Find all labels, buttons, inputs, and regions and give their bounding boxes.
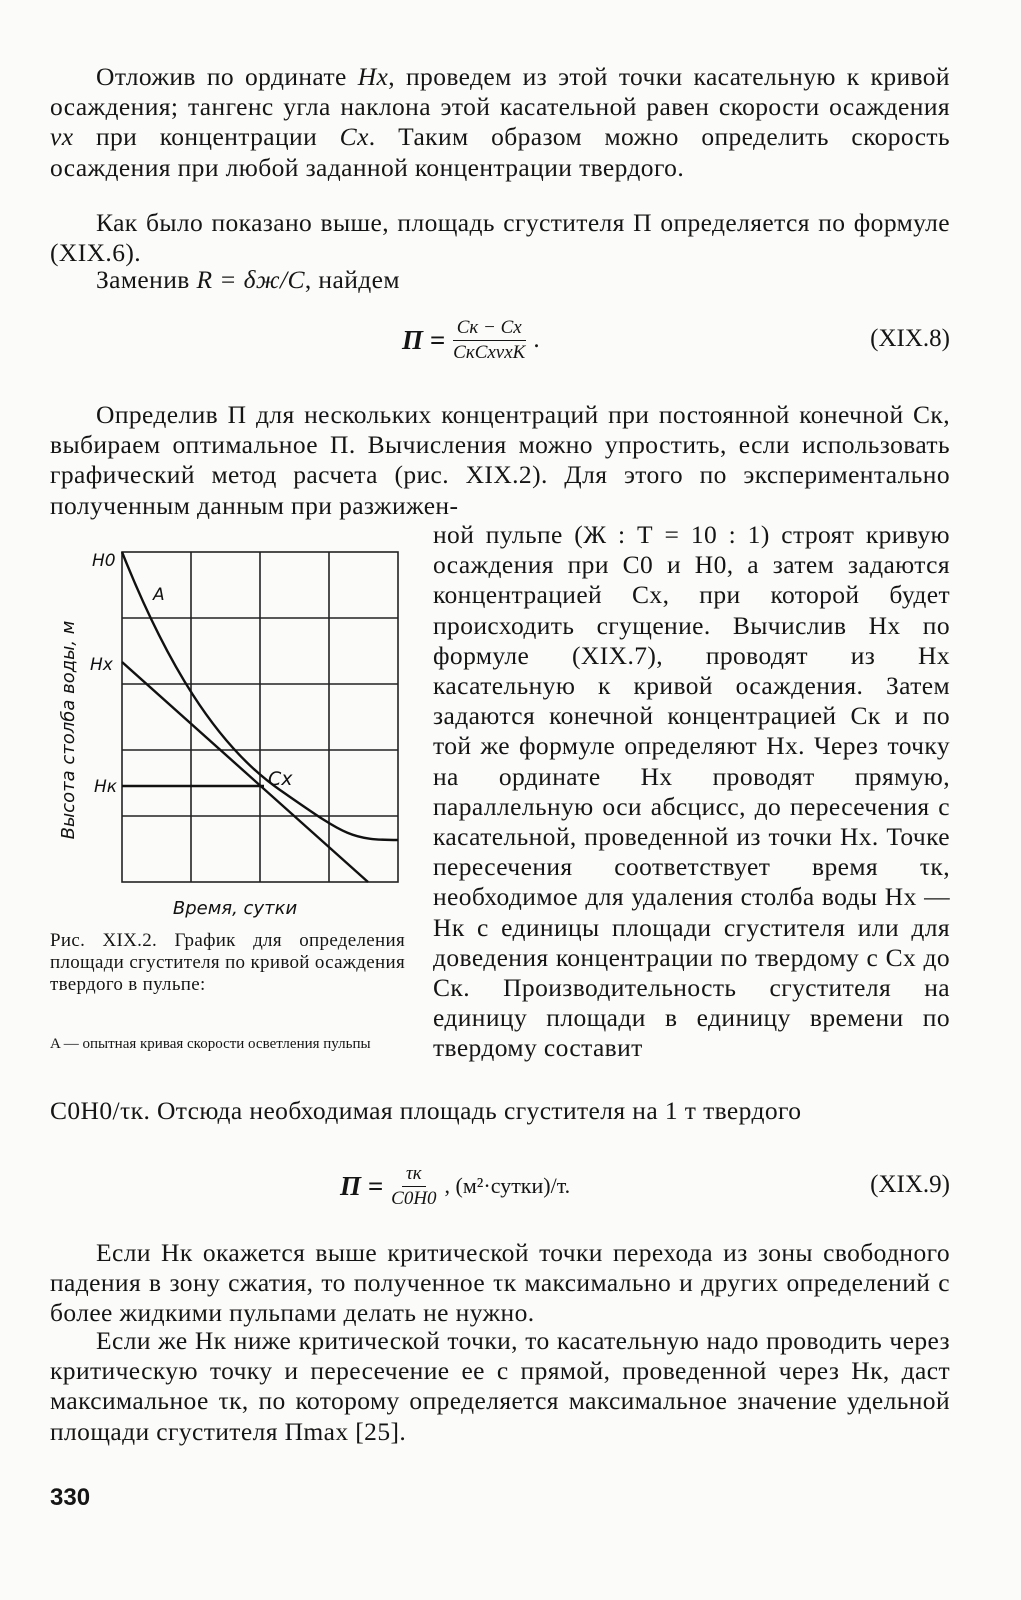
- label-hx: Hx: [90, 655, 113, 675]
- fraction: $\frac{Cк - Cx}{\text{CкCxvxK}}$: [453, 316, 526, 363]
- figure-caption: Рис. XIX.2. График для определения площади сгустителя по кривой осаждения твердого в пульпе:: [50, 930, 405, 995]
- equation-xix-8: П = $\frac{Cк - Cx}{\text{CкCxvxK}}$ . (XIX.8): [402, 316, 950, 363]
- paragraph-2: Как было показано выше, площадь сгустителя П определяется по формуле (XIX.6).: [50, 208, 950, 268]
- tangent-line: [122, 662, 368, 882]
- y-axis-label: Высота столба воды, м: [58, 620, 79, 840]
- paragraph-1: Отложив по ординате Hx, проведем из этой точки касательную к кривой осаждения; тангенс угла наклона этой касательной равен скорости осаждения vx при концентрации Cx. Таким образом можно определить скорость осаждения при любой заданной концентрации твердого.: [50, 62, 951, 182]
- x-axis-label: Время, сутки: [172, 898, 298, 919]
- paragraph-3: Заменив R = δж/C, найдем: [96, 265, 400, 294]
- label-h0: H0: [92, 551, 116, 571]
- paragraph-7: Если же Hк ниже критической точки, то касательную надо проводить через критическую точку и пересечение ее с прямой, проведенной через Hк, даст максимальное τк, по которому определяется максимальное значение удельной площади сгустителя Пmax [25].: [50, 1326, 950, 1446]
- side-text: ной пульпе (Ж : Т = 10 : 1) строят кривую осаждения при C0 и H0, а затем задаются концентрацией Cx, при которой будет происходить сгущение. Вычислив Hx по формуле (XIX.7), проводят из Hx касательную к кривой осаждения. Затем задаются конечной концентрацией Cк и по той же формуле определяют Hx. Через точку на ординате Hx проводят прямую, параллельную оси абсцисс, до пересечения с касательной, проведенной из точки Hx. Точке пересечения соответствует время τк, необходимое для удаления столба воды Hx — Hк с единицы площади сгустителя или для доведения концентрации по твердому с Cx до Cк. Производительность сгустителя на единицу площади в единицу времени по твердому составит: [433, 520, 950, 1063]
- label-a: A: [153, 585, 165, 605]
- equation-xix-9: П = $\frac{\tau к}{C0H0}$ , (м²·сутки)/т. (XIX.9): [340, 1162, 950, 1209]
- paragraph-4: Определив П для нескольких концентраций при постоянной конечной Cк, выбираем оптимальное П. Вычисления можно упростить, если использовать графический метод расчета (рис. XIX.2). Для этого по экспериментально полученным данным при разжижен-: [50, 400, 950, 520]
- fraction: $\frac{\tau к}{C0H0}$: [391, 1162, 437, 1209]
- equation-number: (XIX.9): [870, 1171, 950, 1198]
- paragraph-5: C0H0/τк. Отсюда необходимая площадь сгустителя на 1 т твердого: [50, 1096, 802, 1125]
- page-number: 330: [50, 1484, 91, 1511]
- label-cx: Cx: [268, 768, 293, 790]
- equation-number: (XIX.8): [870, 325, 950, 352]
- paragraph-6: Если Hк окажется выше критической точки перехода из зоны свободного падения в зону сжатия, то полученное τк максимально и других определений с более жидкими пульпами делать не нужно.: [50, 1238, 950, 1328]
- label-hk: Hк: [94, 777, 118, 797]
- figure-legend: A — опытная кривая скорости осветления пульпы: [50, 1036, 371, 1052]
- settling-curve-figure: [50, 540, 410, 1090]
